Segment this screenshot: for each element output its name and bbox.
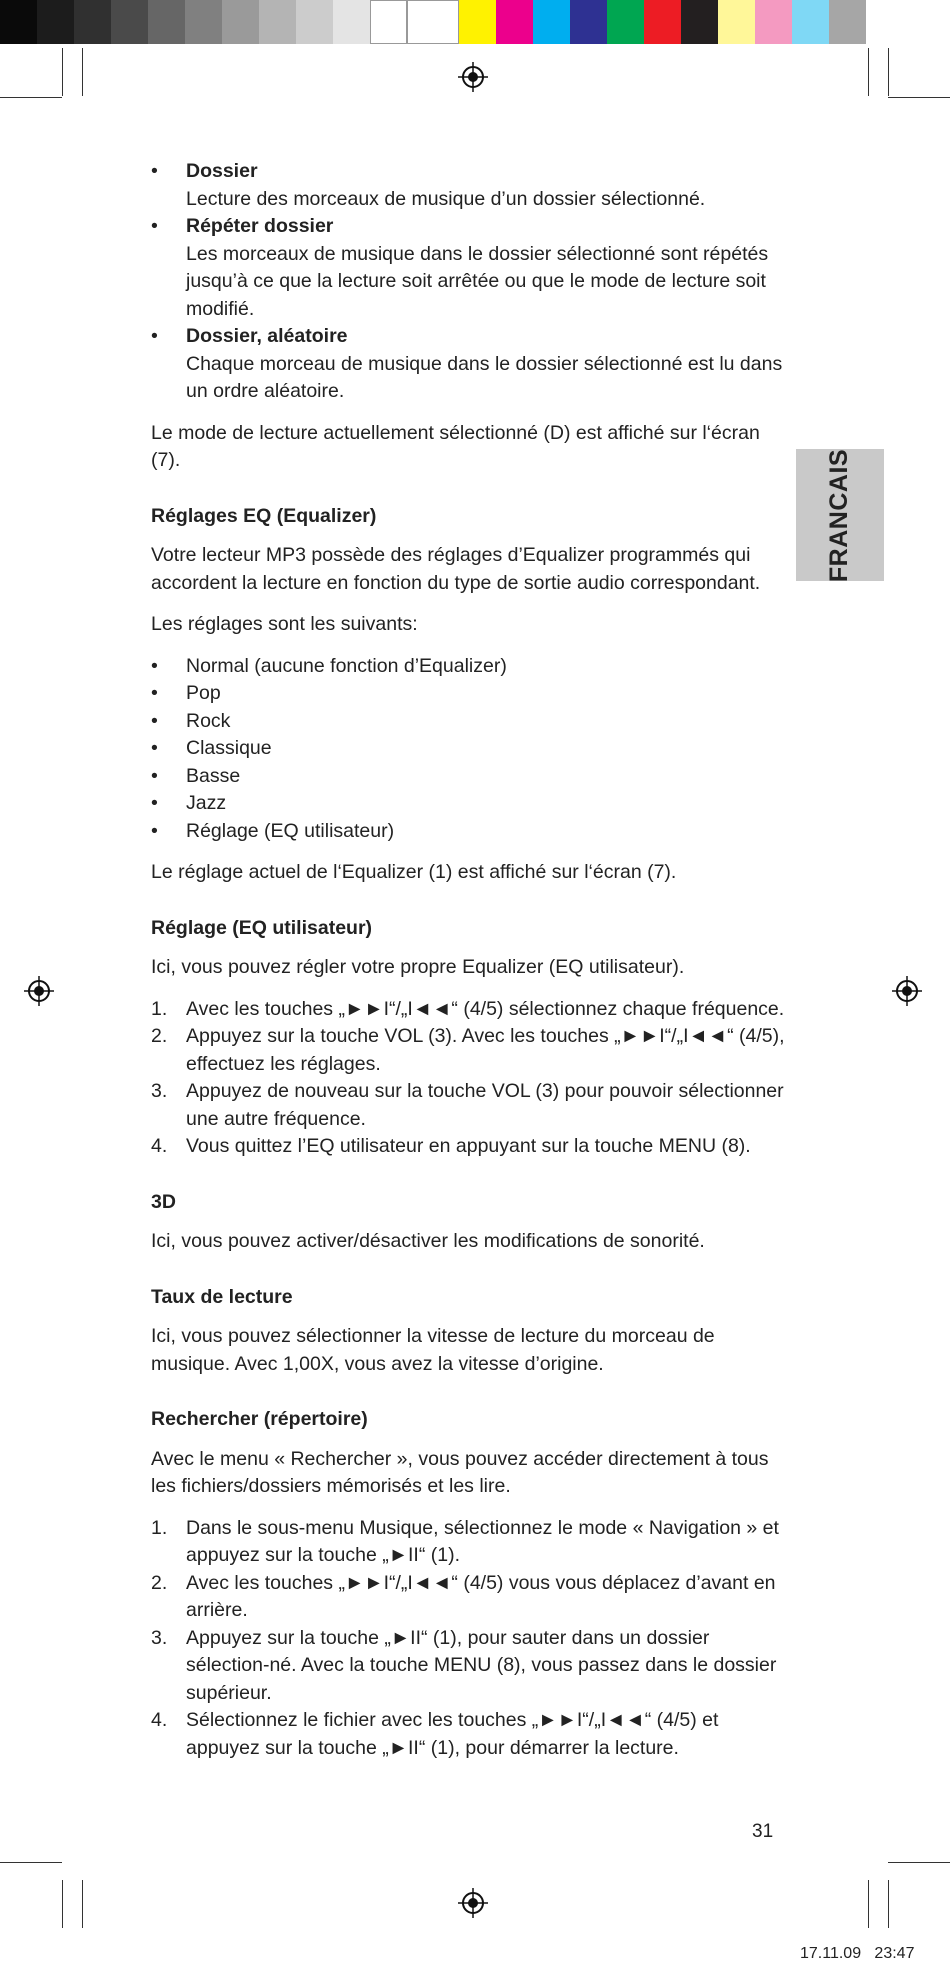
step-text: Avec les touches „►►I“/„I◄◄“ (4/5) vous vous déplacez d’avant en arrière.	[186, 1571, 776, 1621]
step-number: 1.	[151, 1516, 168, 1539]
list-item	[151, 158, 791, 213]
step-text: Vous quittez l’EQ utilisateur en appuyant sur la touche MENU (8).	[186, 1135, 751, 1157]
step-number: 4.	[151, 1709, 168, 1731]
section-heading: Réglages EQ (Equalizer)	[151, 504, 377, 527]
list-item	[151, 1078, 791, 1133]
list-item	[151, 1515, 791, 1570]
color-swatch	[370, 0, 407, 44]
print-timestamp: 17.11.09 23:47	[800, 1945, 915, 1962]
step-text: Avec les touches „►►I“/„I◄◄“ (4/5) sélectionnez chaque fréquence.	[186, 997, 785, 1020]
page-content	[151, 158, 791, 1776]
color-swatch	[496, 0, 533, 44]
crop-mark	[888, 48, 889, 96]
color-swatch	[185, 0, 222, 44]
paragraph: Le mode de lecture actuellement sélectionné (D) est affiché sur l‘écran (7).	[151, 421, 760, 471]
color-swatch	[259, 0, 296, 44]
color-swatch	[718, 0, 755, 44]
paragraph: Avec le menu « Rechercher », vous pouvez accéder directement à tous les fichiers/dossiers mémorisés et les lire.	[151, 1447, 769, 1497]
list-item: • Rock	[151, 708, 791, 736]
color-swatch	[333, 0, 370, 44]
color-swatch	[570, 0, 607, 44]
crop-mark	[62, 48, 63, 96]
paragraph: Ici, vous pouvez activer/désactiver les modifications de sonorité.	[151, 1230, 705, 1252]
step-number: 3.	[151, 1626, 168, 1649]
color-swatch	[148, 0, 185, 44]
list-item	[151, 996, 791, 1024]
paragraph: Votre lecteur MP3 possède des réglages d’Equalizer programmés qui accordent la lecture en fonction du type de sortie audio correspondant.	[151, 544, 761, 594]
crop-mark	[888, 1880, 889, 1928]
color-swatch	[644, 0, 681, 44]
language-tab	[796, 449, 884, 581]
color-swatch	[829, 0, 866, 44]
color-swatch	[222, 0, 259, 44]
step-number: 2.	[151, 1025, 168, 1047]
list-item: • Jazz	[151, 790, 791, 818]
list-item	[151, 213, 791, 323]
section-heading: 3D	[151, 1190, 176, 1213]
list-item	[151, 1707, 791, 1762]
list-item	[151, 1570, 791, 1625]
section-heading: Rechercher (répertoire)	[151, 1408, 368, 1430]
color-swatch	[0, 0, 37, 44]
list-item: • Classique	[151, 735, 791, 763]
crop-mark	[888, 1862, 950, 1863]
list-item	[151, 1133, 791, 1161]
crop-mark	[868, 48, 869, 96]
list-item	[151, 1023, 791, 1078]
crop-mark	[62, 1880, 63, 1928]
list-item-text: Les morceaux de musique dans le dossier sélectionné sont répétés jusqu’à ce que la lecture soit arrêtée ou que le mode de lecture soit modifié.	[186, 242, 769, 320]
step-text: Appuyez sur la touche VOL (3). Avec les touches „►►I“/„I◄◄“ (4/5), effectuez les réglages.	[186, 1025, 785, 1075]
color-swatch	[681, 0, 718, 44]
page-number: 31	[752, 1821, 774, 1842]
registration-mark-icon	[458, 1888, 488, 1918]
color-swatch	[755, 0, 792, 44]
paragraph: Le réglage actuel de l‘Equalizer (1) est affiché sur l‘écran (7).	[151, 861, 677, 883]
crop-mark	[0, 1862, 62, 1863]
step-number: 1.	[151, 997, 168, 1020]
color-swatch	[37, 0, 74, 44]
list-item-text: Lecture des morceaux de musique d’un dossier sélectionné.	[186, 187, 706, 210]
crop-mark	[888, 97, 950, 98]
color-swatch	[607, 0, 644, 44]
list-item-text: Chaque morceau de musique dans le dossier sélectionné est lu dans un ordre aléatoire.	[186, 352, 783, 402]
crop-mark	[868, 1880, 869, 1928]
crop-mark	[82, 48, 83, 96]
playback-mode-list	[151, 158, 791, 406]
crop-mark	[0, 97, 62, 98]
user-eq-steps	[151, 996, 791, 1161]
search-steps	[151, 1515, 791, 1763]
color-swatch	[459, 0, 496, 44]
step-number: 4.	[151, 1135, 168, 1157]
list-item: • Normal (aucune fonction d’Equalizer)	[151, 653, 791, 681]
color-swatch	[296, 0, 333, 44]
step-text: Appuyez sur la touche „►II“ (1), pour sauter dans un dossier sélection-né. Avec la touche MENU (8), vous passez dans le dossier supérieur.	[186, 1626, 777, 1704]
color-calibration-bar	[0, 0, 950, 44]
list-item: • Basse	[151, 763, 791, 791]
registration-mark-icon	[892, 976, 922, 1006]
list-item-title: • Répéter dossier	[186, 215, 334, 237]
color-swatch	[74, 0, 111, 44]
step-text: Appuyez de nouveau sur la touche VOL (3) pour pouvoir sélectionner une autre fréquence.	[186, 1080, 784, 1130]
list-item-title: • Dossier	[186, 160, 258, 182]
color-swatch	[407, 0, 459, 44]
list-item: • Pop	[151, 680, 791, 708]
color-swatch	[111, 0, 148, 44]
registration-mark-icon	[24, 976, 54, 1006]
color-swatch	[792, 0, 829, 44]
step-text: Sélectionnez le fichier avec les touches „►►I“/„I◄◄“ (4/5) et appuyez sur la touche „►II“ (1), pour démarrer la lecture.	[186, 1709, 719, 1759]
step-text: Dans le sous-menu Musique, sélectionnez le mode « Navigation » et appuyez sur la touche „►II“ (1).	[186, 1516, 779, 1566]
language-tab-label: FRANCAIS	[825, 448, 854, 582]
list-item: • Réglage (EQ utilisateur)	[151, 818, 791, 846]
eq-settings-list	[151, 653, 791, 846]
list-item-title: • Dossier, aléatoire	[186, 325, 348, 347]
list-item	[151, 1625, 791, 1708]
color-swatch	[533, 0, 570, 44]
step-number: 3.	[151, 1080, 168, 1102]
paragraph: Les réglages sont les suivants:	[151, 613, 418, 635]
paragraph: Ici, vous pouvez régler votre propre Equalizer (EQ utilisateur).	[151, 956, 685, 978]
paragraph: Ici, vous pouvez sélectionner la vitesse de lecture du morceau de musique. Avec 1,00X, vous avez la vitesse d’origine.	[151, 1325, 715, 1375]
crop-mark	[82, 1880, 83, 1928]
section-heading: Taux de lecture	[151, 1285, 293, 1308]
step-number: 2.	[151, 1571, 168, 1594]
section-heading: Réglage (EQ utilisateur)	[151, 916, 373, 939]
list-item	[151, 323, 791, 406]
registration-mark-icon	[458, 62, 488, 92]
